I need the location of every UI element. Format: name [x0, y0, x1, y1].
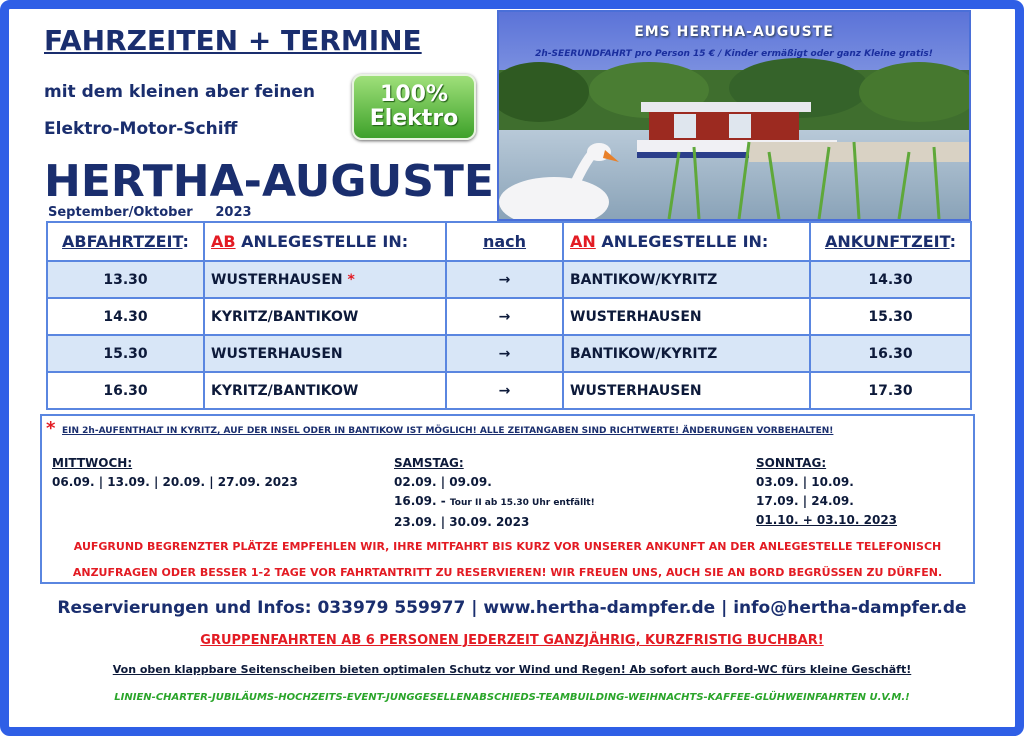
to-stop: WUSTERHAUSEN — [563, 298, 810, 335]
badge-label: Elektro — [369, 106, 459, 131]
dates-box — [40, 414, 975, 584]
sunday-line2: 17.09. | 24.09. — [756, 494, 854, 508]
page-title: FAHRZEITEN + TERMINE — [44, 24, 422, 57]
photo-title: EMS HERTHA-AUGUSTE — [634, 24, 834, 40]
subtitle-line2: Elektro-Motor-Schiff — [44, 119, 238, 139]
star-marker: * — [347, 271, 355, 288]
reservation-warning-2: ANZUFRAGEN ODER BESSER 1-2 TAGE VOR FAHRTANTRITT ZU RESERVIEREN! WIR FREUEN UNS, AUCH SIE AN BORD BEGRÜSSEN ZU DÜRFEN. — [72, 566, 943, 579]
departure-time: 16.30 — [47, 372, 204, 409]
to-stop: BANTIKOW/KYRITZ — [563, 335, 810, 372]
sunday-dates — [756, 454, 897, 530]
departure-time: 15.30 — [47, 335, 204, 372]
header-arrival: ANKUNFTZEIT: — [810, 222, 971, 261]
notice-text: EIN 2h-AUFENTHALT IN KYRITZ, AUF DER INSEL ODER IN BANTIKOW IST MÖGLICH! ALLE ZEITANGABEN SIND RICHTWERTE! ÄNDERUNGEN VORBEHALTEN! — [62, 426, 834, 436]
saturday-line2: 16.09. - Tour II ab 15.30 Uhr entfällt! — [394, 494, 595, 508]
contact-info: Reservierungen und Infos: 033979 559977 | www.hertha-dampfer.de | info@hertha-dampfer.de — [57, 598, 967, 618]
sunday-line1: 03.09. | 10.09. — [756, 475, 854, 489]
departure-time: 13.30 — [47, 261, 204, 298]
table-row — [47, 261, 971, 298]
saturday-line3: 23.09. | 30.09. 2023 — [394, 515, 530, 529]
saturday-label: SAMSTAG: — [394, 456, 464, 470]
elektro-badge — [352, 74, 476, 140]
header-from: AB ANLEGESTELLE IN: — [204, 222, 446, 261]
arrow-icon: → — [446, 372, 563, 409]
tour-note: Tour II ab 15.30 Uhr entfällt! — [449, 498, 595, 508]
from-stop: KYRITZ/BANTIKOW — [204, 298, 446, 335]
departure-time: 14.30 — [47, 298, 204, 335]
from-stop: KYRITZ/BANTIKOW — [204, 372, 446, 409]
reservation-warning-1: AUFGRUND BEGRENZTER PLÄTZE EMPFEHLEN WIR, IHRE MITFAHRT BIS KURZ VOR UNSERER ANKUNFT AN DER ANLEGESTELLE TELEFONISCH — [73, 540, 942, 553]
wednesday-dates — [52, 454, 298, 492]
schedule-table — [46, 221, 972, 410]
lake-scene-image — [499, 12, 969, 219]
arrival-time: 16.30 — [810, 335, 971, 372]
to-stop: WUSTERHAUSEN — [563, 372, 810, 409]
table-row — [47, 335, 971, 372]
table-row — [47, 298, 971, 335]
windows-notice: Von oben klappbare Seitenscheiben bieten optimalen Schutz vor Wind und Regen! Ab sofort auch Bord-WC fürs kleine Geschäft! — [112, 663, 912, 676]
group-trips-notice: GRUPPENFAHRTEN AB 6 PERSONEN JEDERZEIT GANZJÄHRIG, KURZFRISTIG BUCHBAR! — [200, 633, 824, 648]
saturday-dates — [394, 454, 595, 532]
table-header-row — [47, 222, 971, 261]
from-stop: WUSTERHAUSEN — [204, 335, 446, 372]
header-departure: ABFAHRTZEIT: — [47, 222, 204, 261]
header-via: nach — [446, 222, 563, 261]
arrival-time: 15.30 — [810, 298, 971, 335]
arrival-time: 14.30 — [810, 261, 971, 298]
photo-subtitle: 2h-SEERUNDFAHRT pro Person 15 € / Kinder ermäßigt oder ganz Kleine gratis! — [535, 49, 933, 59]
ship-name: HERTHA-AUGUSTE — [44, 156, 494, 207]
season-label: September/Oktober 2023 — [48, 205, 252, 220]
table-row — [47, 372, 971, 409]
star-marker: * — [46, 418, 56, 439]
badge-percent: 100% — [380, 82, 448, 107]
arrow-icon: → — [446, 298, 563, 335]
arrow-icon: → — [446, 335, 563, 372]
charter-list: LINIEN-CHARTER-JUBILÄUMS-HOCHZEITS-EVENT-JUNGGESELLENABSCHIEDS-TEAMBUILDING-WEIHNACHTS-KAFFEE-GLÜHWEINFAHRTEN U.V.M.! — [114, 692, 910, 703]
from-stop: WUSTERHAUSEN * — [204, 261, 446, 298]
subtitle-line1: mit dem kleinen aber feinen — [44, 82, 316, 102]
arrow-icon: → — [446, 261, 563, 298]
sunday-line3: 01.10. + 03.10. 2023 — [756, 513, 898, 527]
saturday-line1: 02.09. | 09.09. — [394, 475, 492, 489]
sunday-label: SONNTAG: — [756, 456, 827, 470]
wednesday-line1: 06.09. | 13.09. | 20.09. | 27.09. 2023 — [52, 475, 298, 489]
to-stop: BANTIKOW/KYRITZ — [563, 261, 810, 298]
arrival-time: 17.30 — [810, 372, 971, 409]
ship-photo — [497, 10, 971, 221]
wednesday-label: MITTWOCH: — [52, 456, 133, 470]
header-to: AN ANLEGESTELLE IN: — [563, 222, 810, 261]
